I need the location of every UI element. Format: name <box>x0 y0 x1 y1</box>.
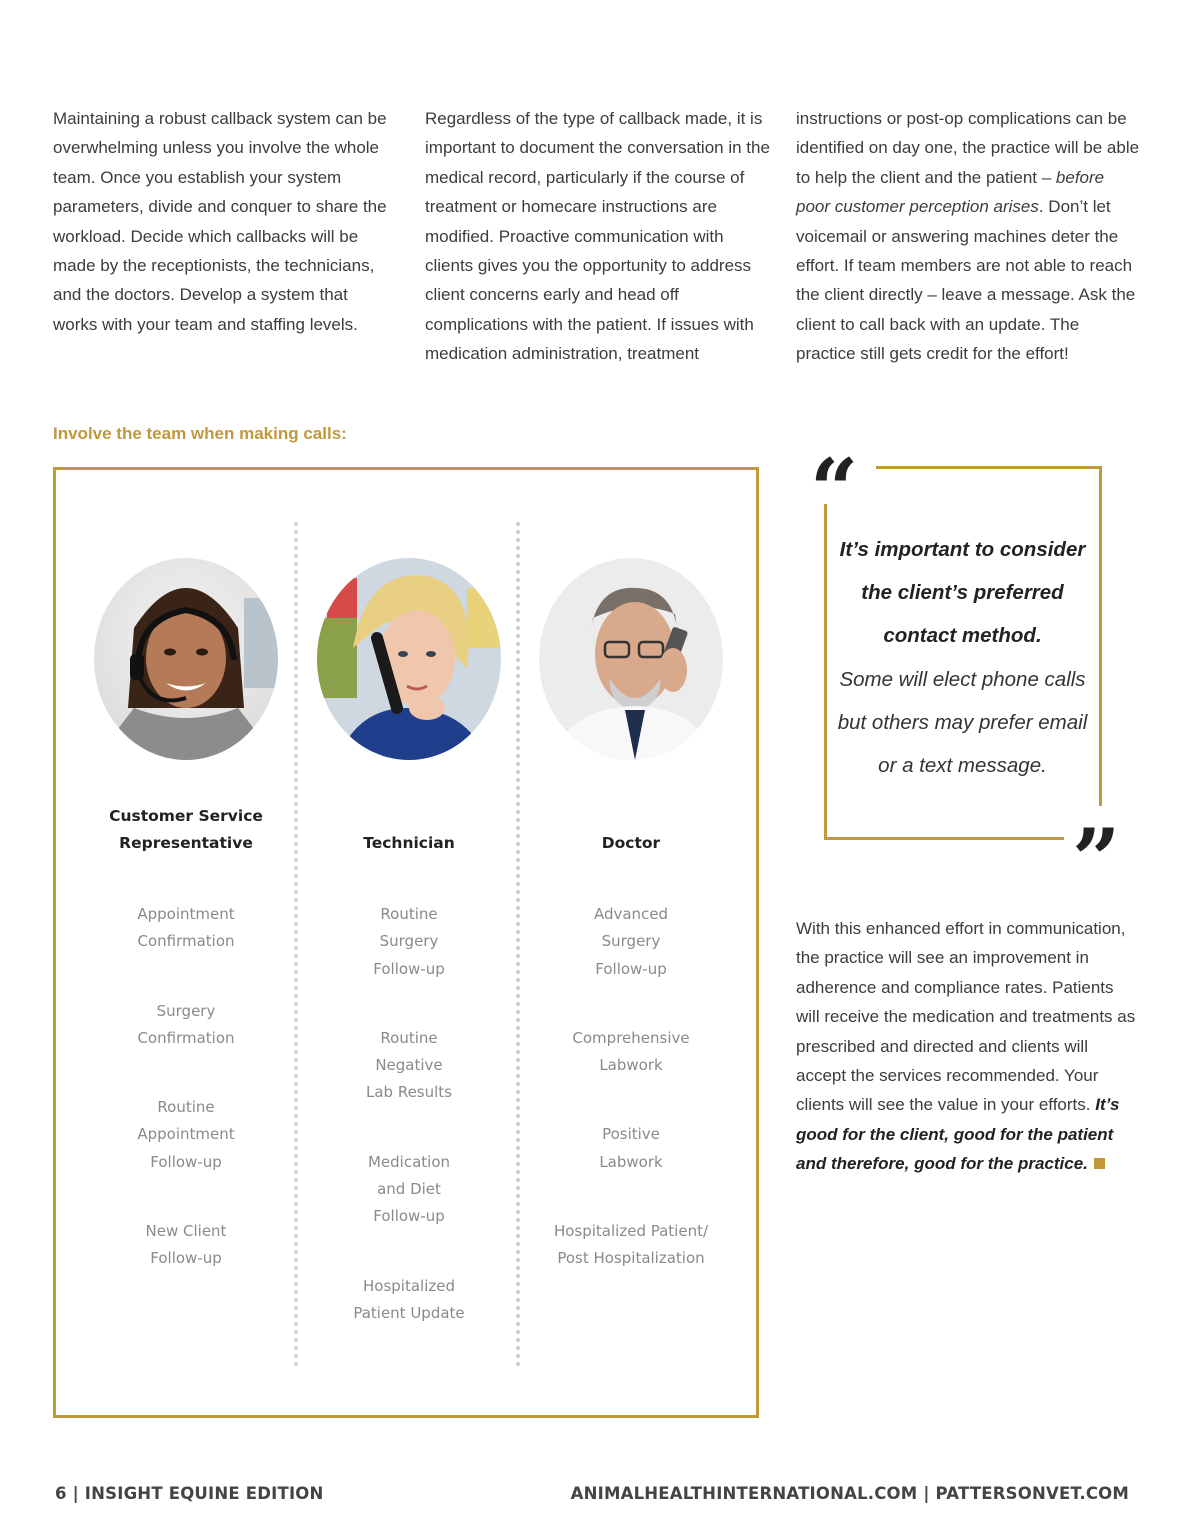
body-column-3-emphasis: before poor customer perception arises <box>796 167 1105 217</box>
role-title: Doctor <box>601 834 661 852</box>
body-column-1-text: Maintaining a robust callback system can be overwhelming unless you involve the whole team. Once you establish your system parameters, divide and conquer to share the workload. Decide which callbacks will be made by the receptionists, the technicians, and the doctors. Develop a system that works with your team and staffing levels. <box>53 109 387 334</box>
woman-headset-photo-icon <box>94 558 278 760</box>
quote-border-top <box>876 466 1102 469</box>
task-list <box>520 901 742 1273</box>
team-roles-box <box>53 467 759 1418</box>
quote-border-left <box>824 504 827 840</box>
quote-emphasis: It’s important to consider the client’s preferred contact method. <box>839 538 1086 648</box>
doctor-phone-photo-icon <box>539 558 723 760</box>
team-column-csr <box>75 558 297 1315</box>
close-quote-icon: ” <box>1072 810 1121 909</box>
pull-quote <box>810 440 1130 909</box>
woman-phone-photo-icon <box>317 558 501 760</box>
footer-page-label: 6 | INSIGHT EQUINE EDITION <box>55 1484 324 1503</box>
closing-text: With this enhanced effort in communication, the practice will see an improvement in adherence and compliance rates. Patients will receive the medication and treatments as prescribed and directed and clients will accept the services recommended. Your clients will see the value in your efforts. <box>796 919 1136 1115</box>
list-item: Hospitalized Patient Update <box>353 1276 465 1322</box>
body-column-3-text-b: . Don’t let voicemail or answering machines deter the effort. If team members are not able to reach the client directly – leave a message. Ask the client to call back with an update. The practice still gets credit for the effort! <box>796 197 1136 364</box>
role-title: Customer Service Representative <box>109 807 263 852</box>
list-item: Routine Negative Lab Results <box>365 1028 452 1102</box>
list-item: Appointment Confirmation <box>137 905 235 951</box>
list-item: New Client Follow-up <box>145 1222 227 1268</box>
closing-paragraph <box>796 914 1141 1179</box>
body-column-2 <box>425 104 770 369</box>
body-column-3-text-a: instructions or post-op complications can be identified on day one, the practice will be able to help the client and the patient – <box>796 109 1140 187</box>
role-title: Technician <box>363 834 455 852</box>
avatar <box>539 558 723 760</box>
quote-border-right <box>1099 466 1102 806</box>
open-quote-icon: “ <box>810 440 859 539</box>
list-item: Routine Appointment Follow-up <box>137 1098 235 1171</box>
task-list <box>75 901 297 1273</box>
task-list <box>298 901 520 1327</box>
list-item: Routine Surgery Follow-up <box>373 905 445 978</box>
quote-border-bottom <box>824 837 1064 840</box>
body-column-3 <box>796 104 1141 369</box>
list-item: Surgery Confirmation <box>137 1001 235 1047</box>
quote-text <box>830 528 1095 787</box>
list-item: Medication and Diet Follow-up <box>367 1152 451 1226</box>
avatar <box>94 558 278 760</box>
end-mark-icon <box>1094 1158 1105 1169</box>
closing-emphasis: It’s good for the client, good for the patient and therefore, good for the practice. <box>796 1095 1120 1174</box>
team-column-doctor <box>520 558 742 1315</box>
body-column-2-text: Regardless of the type of callback made, it is important to document the conversation in the medical record, particularly if the course of treatment or homecare instructions are modified. Proactive communication with clients gives you the opportunity to address client concerns early and head off complications with the patient. If issues with medication administration, treatment <box>425 109 770 364</box>
avatar <box>317 558 501 760</box>
quote-body: Some will elect phone calls but others may prefer email or a text message. <box>837 667 1088 778</box>
team-column-technician <box>298 558 520 1369</box>
section-title: Involve the team when making calls: <box>53 424 347 443</box>
footer-websites: ANIMALHEALTHINTERNATIONAL.COM | PATTERSONVET.COM <box>570 1484 1129 1503</box>
list-item: Hospitalized Patient/ Post Hospitalization <box>553 1222 709 1268</box>
body-column-1 <box>53 104 393 339</box>
list-item: Positive Labwork <box>599 1125 663 1171</box>
list-item: Comprehensive Labwork <box>572 1028 690 1075</box>
list-item: Advanced Surgery Follow-up <box>593 905 669 978</box>
